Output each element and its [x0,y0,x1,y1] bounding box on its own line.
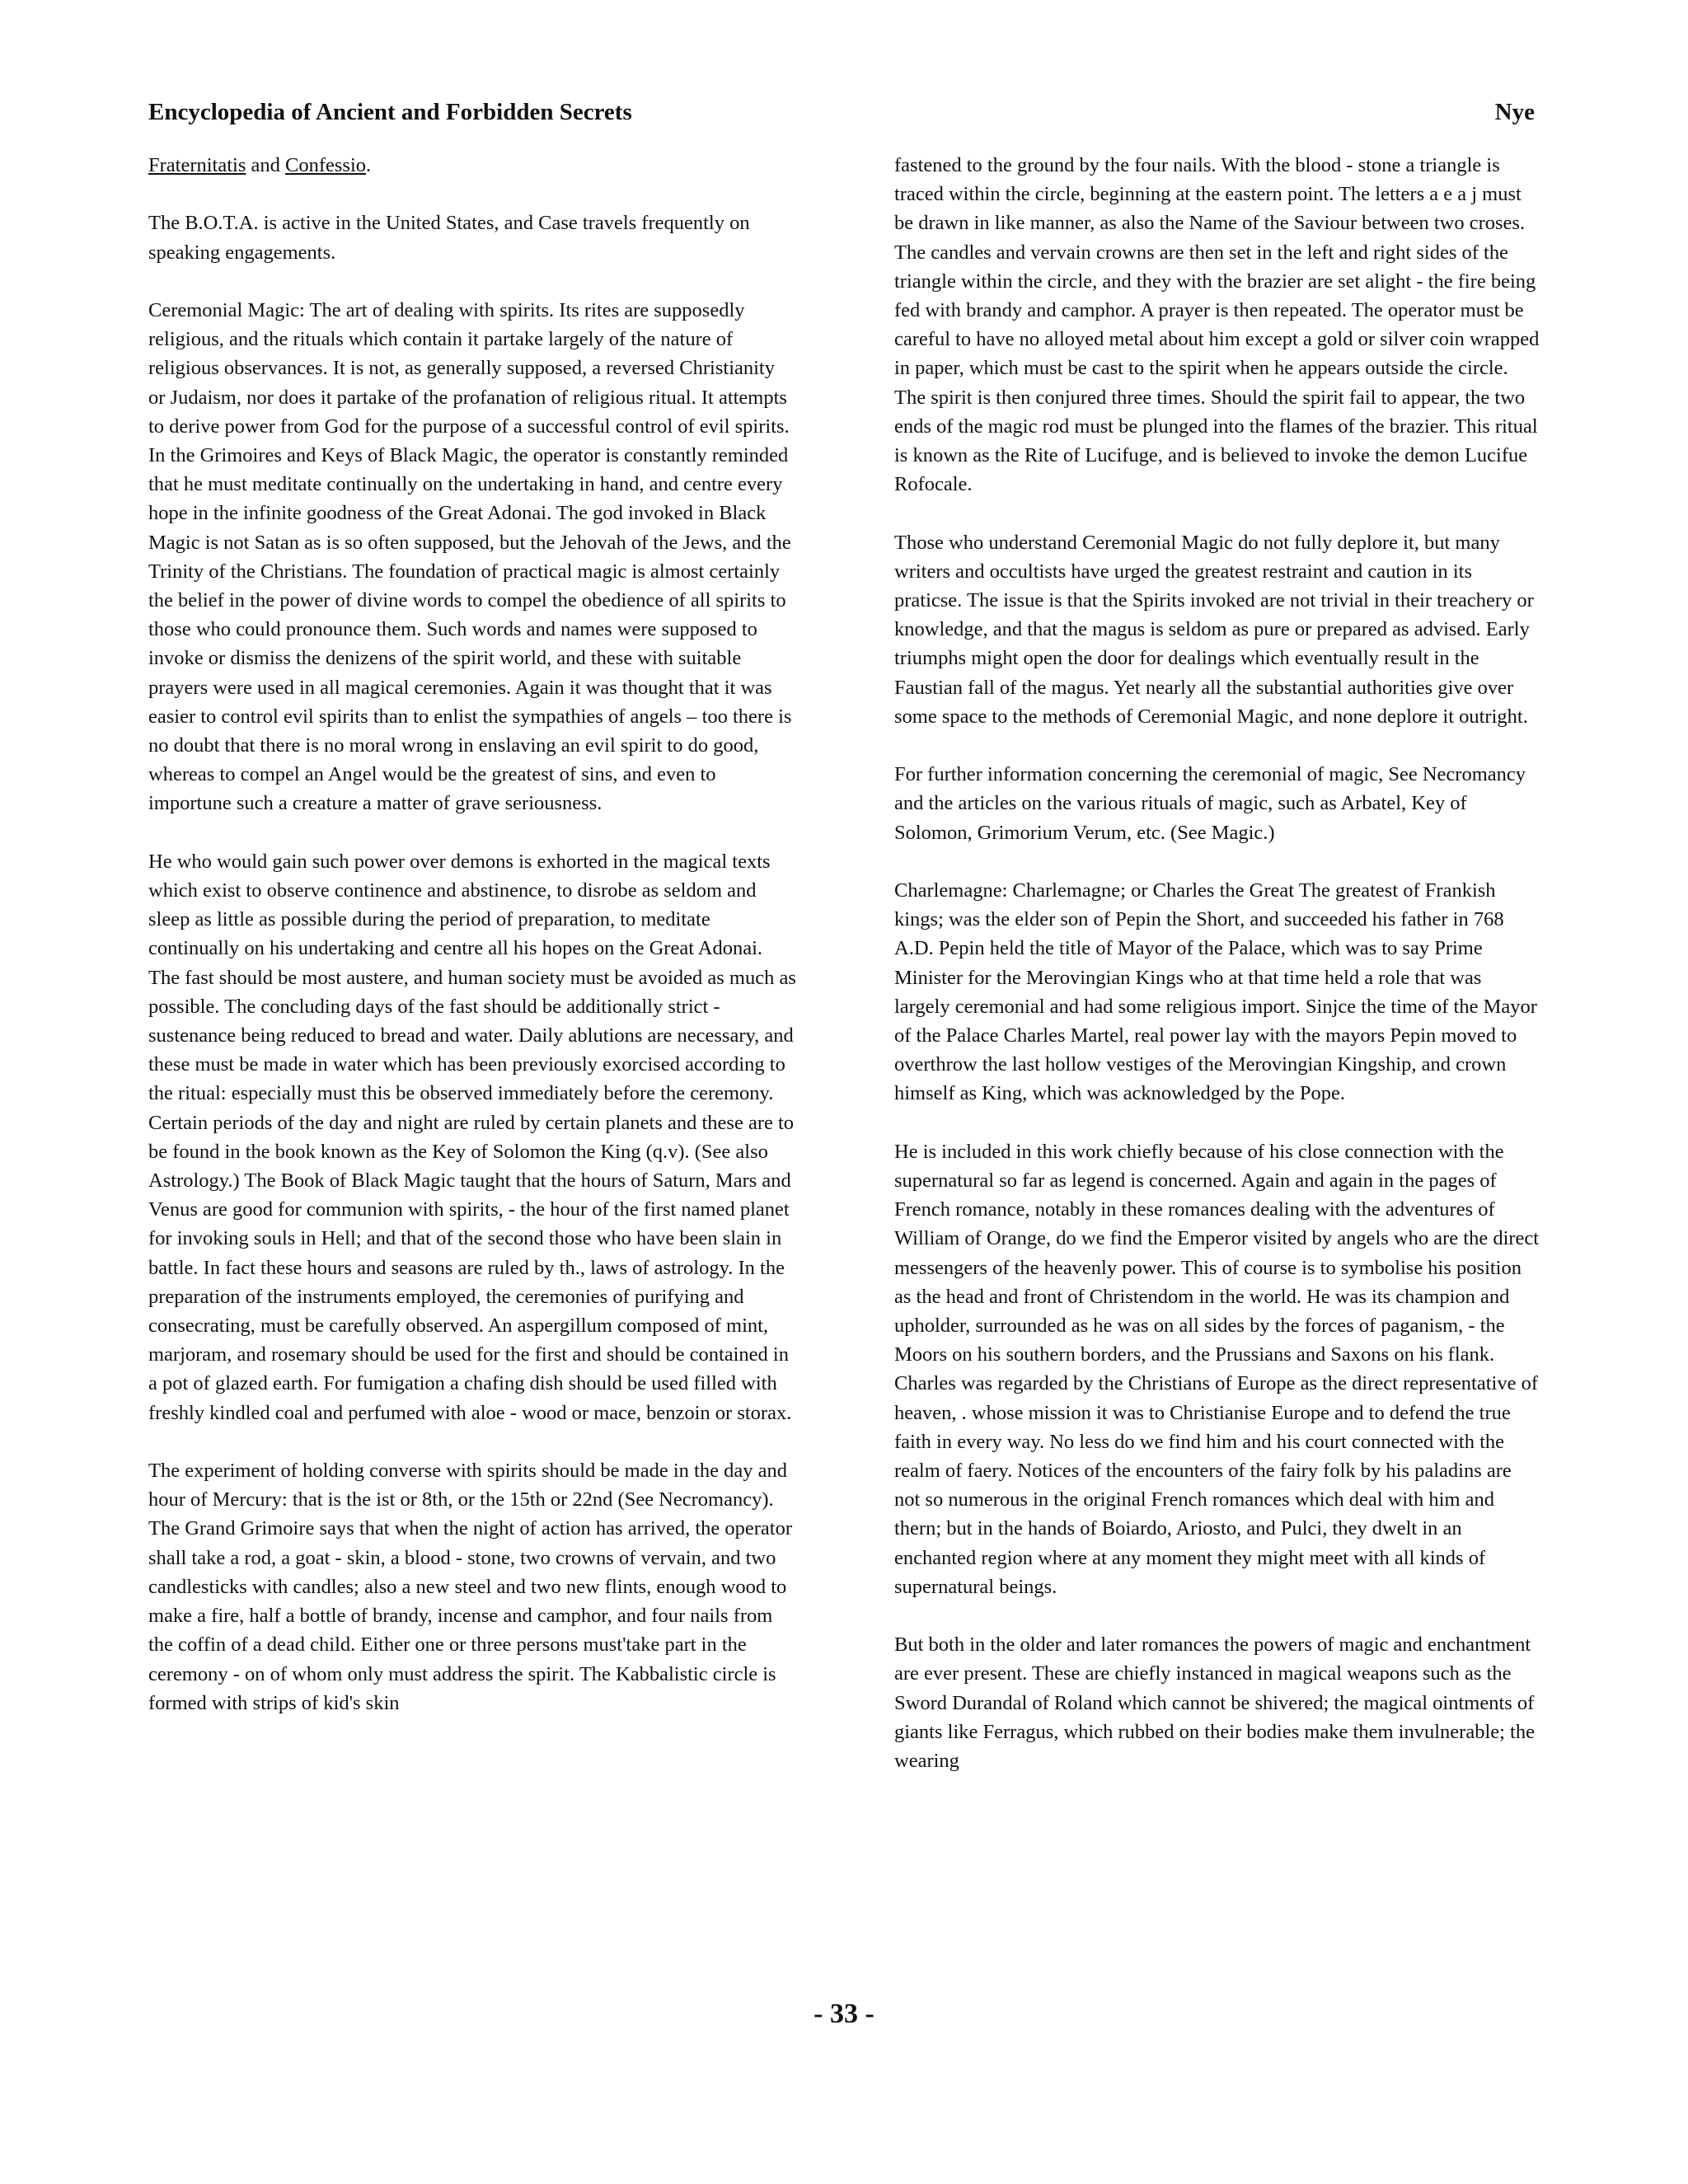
reference-confessio: Confessio [285,154,367,176]
paragraph: Those who understand Ceremonial Magic do not fully deplore it, but many writers and occultists have urged the greatest restraint and caution in its praticse. The issue is that the Spirits invoked are not trivial in their treachery or knowledge, and that the magus is seldom as pure or prepared as advised. Early triumphs might open the door for dealings which eventually result in the Faustian fall of the magus. Yet nearly all the substantial authorities give over some space to the methods of Ceremonial Magic, and none deplore it outright. [894,531,1534,728]
paragraph: He is included in this work chiefly because of his close connection with the supernatural so far as legend is concerned. Again and again in the pages of French romance, notably in these romances dealing with the adventures of William of Orange, do we find the Emperor visited by angels who are the direct messengers of the heavenly power. This of course is to symbolise his position as the head and front of Christendom in the world. He was its champion and upholder, surrounded as he was on all sides by the forces of paganism, - the Moors on his southern borders, and the Prussians and Saxons on his flank. Charles was regarded by the Christians of Europe as the direct representative of heaven, . whose mission it was to Christianise Europe and to defend the true faith in every way. No less do we find him and his court connected with the realm of faery. Notices of the encounters of the fairy folk by his paladins are not so numerous in the original French romances which deal with him and thern; but in the hands of Boiardo, Ariosto, and Pulci, they dwelt in an enchanted region where at any moment they might meet with all kinds of supernatural beings. [894,1140,1540,1598]
page-number: - 33 - [814,1999,874,2029]
paragraph: The experiment of holding converse with spirits should be made in the day and hour of Mercury: that is the ist or 8th, or the 15th or 22nd (See Necromancy). The Grand Grimoire says that when the night of action has arrived, the operator shall take a rod, a goat - skin, a blood - stone, two crowns of vervain, and two candlesticks with candles; also a new steel and two new flints, enough wood to make a fire, half a bottle of brandy, incense and camphor, and four nails from the coffin of a dead child. Either one or three persons must'take part in the ceremony - on of whom only must address the spirit. The Kabbalistic circle is formed with strips of kid's skin [148,1460,793,1714]
entry-term: Charlemagne: [894,879,1008,902]
entry-ceremonial-magic [148,296,796,818]
book-title: Encyclopedia of Ancient and Forbidden Secrets [148,99,632,125]
paragraph: But both in the older and later romances the powers of magic and enchantment are ever present. These are chiefly instanced in magical weapons such as the Sword Durandal of Roland which cannot be shivered; the magical ointments of giants like Ferragus, which rubbed on their bodies make them invulnerable; the wearing [894,1633,1535,1773]
paragraph: For further information concerning the ceremonial of magic, See Necromancy and the articles on the various rituals of magic, such as Arbatel, Key of Solomon, Grimorium Verum, etc. (See Magic.) [894,763,1526,844]
reference-fraternitatis: Fraternitatis [148,154,246,176]
sentence-end: . [366,154,372,176]
entry-body: Charlemagne; or Charles the Great The greatest of Frankish kings; was the elder son of Pepin the Short, and succeeded his father in 768 A.D. Pepin held the title of Mayor of the Palace, which was to say Prime Minister for the Merovingian Kings who at that time held a role that was largely ceremonial and had some religious import. Sinjce the time of the Mayor of the Palace Charles Martel, real power lay with the mayors Pepin moved to overthrow the last hollow vestiges of the Merovingian Kingship, and crown himself as King, which was acknowledged by the Pope. [894,879,1537,1105]
entry-body: The art of dealing with spirits. Its rites are supposedly religious, and the rituals which contain it partake largely of the nature of religious observances. It is not, as generally supposed, a reversed Christianity or Judaism, nor does it partake of the profanation of religious ritual. It attempts to derive power from God for the purpose of a successful control of evil spirits. In the Grimoires and Keys of Black Magic, the operator is constantly reminded that he must meditate continually on the undertaking in hand, and centre every hope in the infinite goodness of the Great Adonai. The god invoked in Black Magic is not Satan as is so often supposed, but the Jehovah of the Jews, and the Trinity of the Christians. The foundation of practical magic is almost certainly the belief in the power of divine words to compel the obedience of all spirits to those who could pronounce them. Such words and names were supposed to invoke or dismiss the denizens of the spirit world, and these with suitable prayers were used in all magical ceremonies. Again it was thought that it was easier to control evil spirits than to enlist the sympathies of angels – too there is no doubt that there is no moral wrong in enslaving an evil spirit to do good, whereas to compel an Angel would be the greatest of sins, and even to importune such a creature a matter of grave seriousness. [148,298,792,815]
left-column [148,151,796,1746]
paragraph [148,151,796,180]
author-name: Nye [1494,99,1535,125]
paragraph: The B.O.T.A. is active in the United States, and Case travels frequently on speaking engagements. [148,212,750,264]
conjunction-text: and [246,154,286,176]
running-header [148,99,1535,126]
entry-charlemagne [894,876,1542,1108]
paragraph: He who would gain such power over demons is exhorted in the magical texts which exist to observe continence and abstinence, to disrobe as seldom and sleep as little as possible during the period of preparation, to meditate continually on his undertaking and centre all his hopes on the Great Adonai. The fast should be most austere, and human society must be avoided as much as possible. The concluding days of the fast should be additionally strict - sustenance being reduced to bread and water. Daily ablutions are necessary, and these must be made in water which has been previously exorcised according to the ritual: especially must this be observed immediately before the ceremony. Certain periods of the day and night are ruled by certain planets and these are to be found in the book known as the Key of Solomon the King (q.v). (See also Astrology.) The Book of Black Magic taught that the hours of Saturn, Mars and Venus are good for communion with spirits, - the hour of the first named planet for invoking souls in Hell; and that of the second those who have been slain in battle. In fact these hours and seasons are ruled by th., laws of astrology. In the preparation of the instruments employed, the ceremonies of purifying and consecrating, must be carefully observed. An aspergillum composed of mint, marjoram, and rosemary should be used for the first and should be contained in a pot of glazed earth. For fumigation a chafing dish should be used filled with freshly kindled coal and perfumed with aloe - wood or mace, benzoin or storax. [148,850,796,1424]
entry-term: Ceremonial Magic: [148,298,305,321]
paragraph: fastened to the ground by the four nails. With the blood - stone a triangle is traced within the circle, beginning at the eastern point. The letters a e a j must be drawn in like manner, as also the Name of the Saviour between two croses. The candles and vervain crowns are then set in the left and right sides of the triangle within the circle, and they with the brazier are set alight - the fire being fed with brandy and camphor. A prayer is then repeated. The operator must be careful to have no alloyed metal about him except a gold or silver coin wrapped in paper, which must be cast to the spirit when he appears outside the circle. The spirit is then conjured three times. Should the spirit fail to appear, the two ends of the magic rod must be plunged into the flames of the brazier. This ritual is known as the Rite of Lucifuge, and is believed to invoke the demon Lucifue Rofocale. [894,154,1540,496]
right-column [894,151,1542,1804]
